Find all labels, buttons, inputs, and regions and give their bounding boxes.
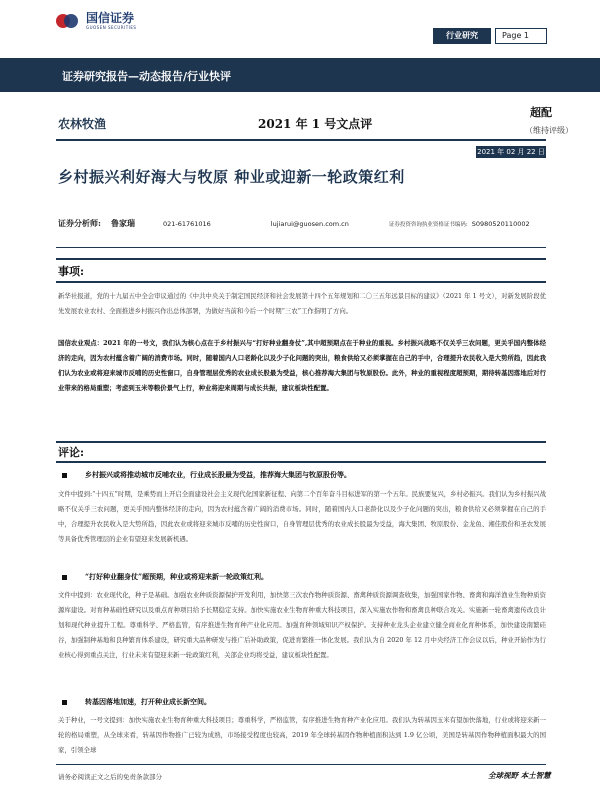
analyst-email[interactable]: lujiarui@guosen.com.cn: [270, 219, 349, 228]
rating: 超配: [530, 106, 552, 119]
page-number: Page 1: [495, 28, 547, 44]
bullet-square-icon: [62, 575, 67, 580]
events-paragraph-1: 新华社报道，党的十九届五中全会审议通过的《中共中央关于制定国民经济和社会发展第十四个五年规划和二〇三五年远景目标的建议》（2021 年 1 号文），对新发展阶段优先发展农业农村、全面推进乡村振兴作出总体部署，为做好当前和今后一个时期“三农”工作指明了方向。: [58, 292, 546, 315]
banner-text: 证券研究报告—动态报告/行业快评: [62, 70, 232, 83]
header-rule: [56, 139, 546, 141]
headline: 乡村振兴利好海大与牧原 种业或迎新一轮政策红利: [58, 168, 405, 186]
bullet-2: [62, 572, 268, 582]
analyst-phone: 021-61761016: [162, 219, 211, 228]
cert-label: 证券投资咨询执业资格证书编码:: [388, 221, 468, 228]
report-type-tag: 行业研究: [433, 28, 491, 44]
review-top-rule: [56, 441, 546, 443]
analyst-name: 鲁家瑞: [110, 218, 135, 228]
bullet-1-body: 文件中提到:“十四五”时期，是乘势而上开启全面建设社会主义现代化国家新征程、向第二个百年奋斗目标进军的第一个五年。民族要复兴，乡村必振兴。我们认为乡村振兴战略不仅关乎三农问题，更关乎国内整体经济的走向，因为农村蕴含着广阔的消费市场。同时，随着国内人口老龄化以及少子化问题的突出，粮食供给又必须掌握在自己的手中，合理提升农民收入是大势所趋，因此农业或将迎来城市反哺的历史性窗口，自身管理层优秀的农业成长股最为受益，海大集团、牧原股份、金龙鱼、湘佳股份和圣农发展等具备优秀管理层的企业有望迎来发展新机遇。: [58, 490, 546, 543]
company-slogan: 全球视野 本土智慧: [488, 771, 551, 780]
review-bottom-rule: [56, 461, 546, 463]
company-logo: [56, 10, 136, 32]
document-title: 2021 年 1 号文点评: [258, 117, 373, 131]
bullet-square-icon: [62, 473, 67, 478]
events-title: 事项:: [58, 265, 85, 278]
logo-name-cn: 国信证券: [86, 11, 135, 25]
bullet-3-title: 转基因落地加速，打开种业成长新空间。: [85, 697, 211, 706]
review-title: 评论:: [58, 446, 85, 459]
bullet-1-title: 乡村振兴或将推动城市反哺农业，行业成长股最为受益，推荐海大集团与牧原股份等。: [85, 470, 351, 479]
analyst-rule: [56, 247, 546, 248]
bullet-2-title: “打好种业翻身仗”超预期，种业或将迎来新一轮政策红利。: [85, 572, 269, 581]
bullet-2-body: 文件中提到：农业现代化，种子是基础。加强农业种质资源保护开发利用，加快第三次农作物种质资源、畜禽种质资源调查收集，加强国家作物、畜禽和海洋渔业生物种质资源库建设。对育种基础性研究以及重点育种项目给予长期稳定支持。加快实施农业生物育种重大科技项目，深入实施农作物和畜禽良种联合攻关。实施新一轮畜禽遗传改良计划和现代种业提升工程。尊重科学、严格监管，有序推进生物育种产业化应用。加强育种领域知识产权保护。支持种业龙头企业建立健全商业化育种体系，加快建设南繁硅谷，加强制种基地和良种繁育体系建设，研究重大品种研发与推广后补助政策，促进育繁推一体化发展。我们认为自 2020 年 12 月中央经济工作会议以后，种业开始作为行业核心得到重点关注，行业未来有望迎来新一轮政策红利，关部企业均将受益，建议板块性配置。: [58, 591, 546, 659]
logo-name-en: GUOSEN SECURITIES: [86, 25, 137, 30]
bullet-square-icon: [62, 700, 67, 705]
events-bottom-rule: [56, 281, 546, 283]
bullet-3: [62, 697, 211, 707]
bullet-1: [62, 470, 351, 480]
rating-note: （维持评级）: [525, 126, 573, 135]
industry-name: 农林牧渔: [58, 117, 107, 131]
cert-number: S0980520110002: [471, 219, 530, 228]
footer-rule: [56, 764, 546, 765]
report-date: 2021 年 02 月 22 日: [477, 148, 545, 156]
analyst-info: [58, 218, 530, 229]
bullet-3-body: 关于种业，一号文提到：加快实施农业生物育种重大科技项目；尊重科学，严格监管，有序推进生物育种产业化应用。我们认为转基因玉米有望加快落地，行业或将迎来新一轮的格局重塑，从全球来看，转基因作物推广已较为成熟，市场接受程度也较高，2019 年全球转基因作物种植面积达到 1.9 亿公顷，美国是转基因作物种植面积最大的国家，引领全球: [58, 716, 546, 754]
events-paragraph-2: 国信农业观点：2021 年的一号文，我们认为核心点在于乡村振兴与“打好种业翻身仗”,其中超预期点在于种业的重视。乡村振兴战略不仅关乎三农问题，更关乎国内整体经济的走向，因为农村蕴含着广阔的消费市场。同时，随着国内人口老龄化以及少子化问题的突出，粮食供给又必须掌握在自己的手中，合理提升农民收入是大势所趋，因此我们认为农业或将迎来城市反哺的历史性窗口，自身管理层优秀的农业成长股最为受益，核心推荐海大集团与牧原股份。此外，种业的重视程度超预期，期待转基因落地后对行业带来的格局重塑；考虑到玉米等粮价景气上行，种业将迎来周期与成长共振，建议板块性配置。: [58, 339, 546, 392]
events-top-rule: [56, 258, 546, 260]
logo-icon: [56, 10, 82, 32]
analyst-label: 证券分析师:: [58, 218, 101, 228]
disclaimer-note: 请务必阅读正文之后的免责条款部分: [58, 773, 162, 781]
